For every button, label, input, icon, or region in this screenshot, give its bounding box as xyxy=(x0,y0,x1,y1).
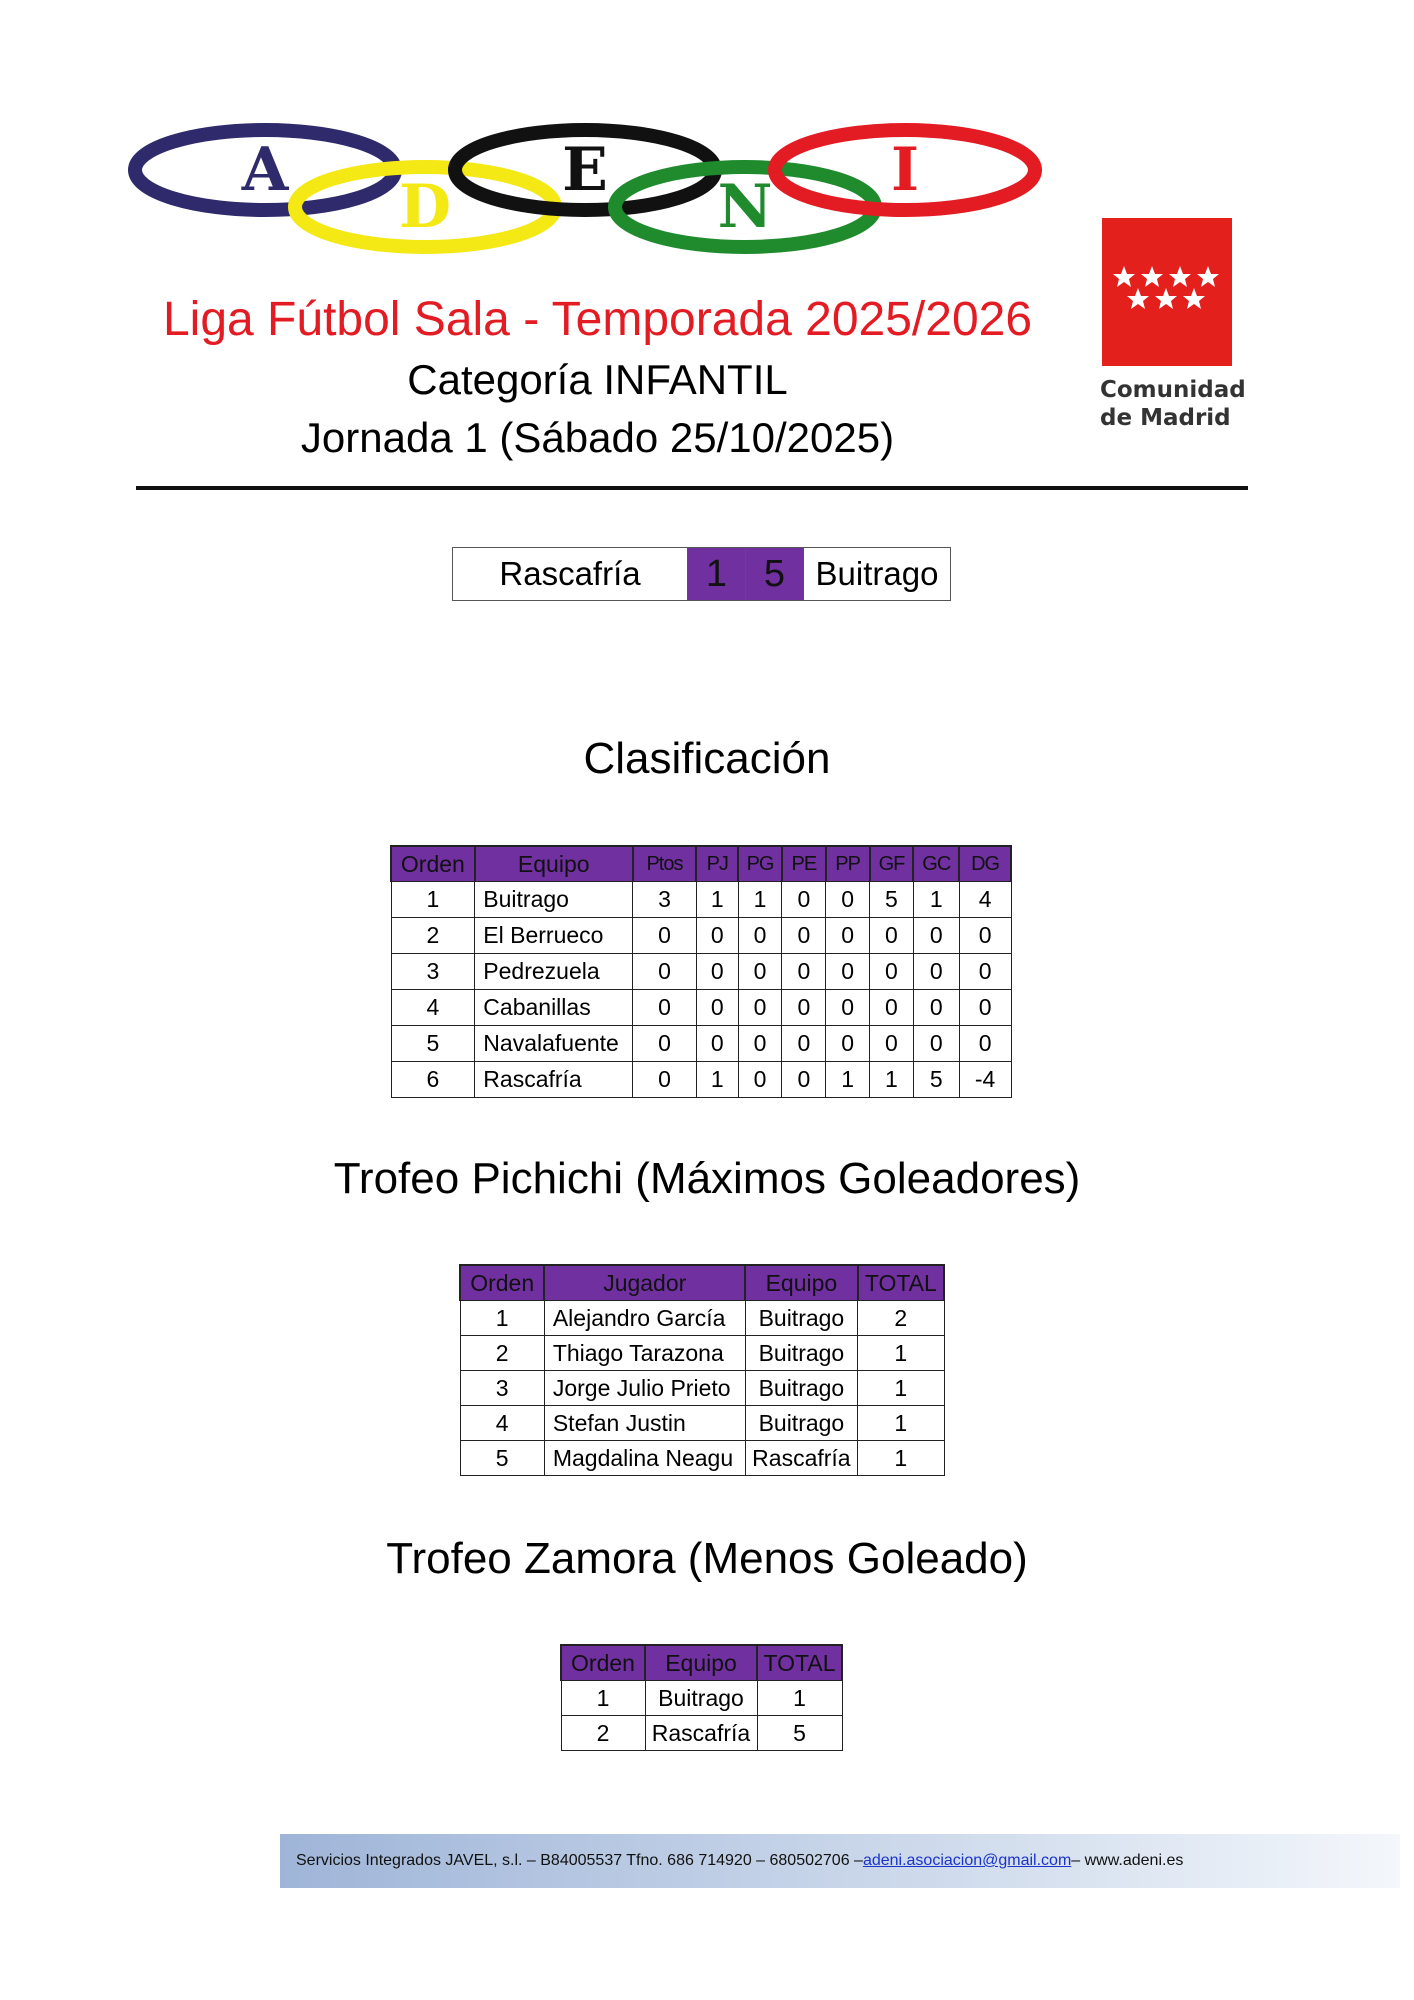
table-cell: 0 xyxy=(870,954,914,990)
table-cell: Alejandro García xyxy=(544,1301,745,1336)
table-cell: 0 xyxy=(633,954,697,990)
table-cell: 0 xyxy=(959,990,1011,1026)
column-header: Equipo xyxy=(745,1265,857,1301)
column-header: Orden xyxy=(561,1645,645,1681)
table-row xyxy=(391,990,1011,1026)
match-result xyxy=(452,547,951,601)
league-title: Liga Fútbol Sala - Temporada 2025/2026 xyxy=(162,293,1033,346)
table-cell: 0 xyxy=(738,918,782,954)
table-cell: Rascafría xyxy=(645,1716,757,1751)
table-cell: 0 xyxy=(782,882,826,918)
table-cell: 0 xyxy=(913,1026,959,1062)
table-cell: 5 xyxy=(757,1716,842,1751)
table-cell: 3 xyxy=(633,882,697,918)
table-cell: 5 xyxy=(913,1062,959,1098)
table-cell: 4 xyxy=(391,990,475,1026)
column-header: Ptos xyxy=(633,846,697,882)
table-cell: 4 xyxy=(460,1406,544,1441)
top-scorers-title: Trofeo Pichichi (Máximos Goleadores) xyxy=(333,1154,1081,1203)
least-conceded-table xyxy=(560,1644,843,1751)
column-header: PE xyxy=(782,846,826,882)
table-cell: 0 xyxy=(782,990,826,1026)
table-cell: 5 xyxy=(460,1441,544,1476)
table-row xyxy=(391,1062,1011,1098)
table-row xyxy=(460,1441,944,1476)
adeni-logo xyxy=(120,115,1060,265)
table-cell: 1 xyxy=(858,1441,944,1476)
table-cell: 2 xyxy=(858,1301,944,1336)
column-header: DG xyxy=(959,846,1011,882)
column-header: GC xyxy=(913,846,959,882)
table-cell: 0 xyxy=(959,1026,1011,1062)
column-header: PP xyxy=(826,846,870,882)
table-cell: Magdalina Neagu xyxy=(544,1441,745,1476)
standings-table xyxy=(390,845,1012,1098)
table-row xyxy=(460,1406,944,1441)
table-cell: 0 xyxy=(738,1062,782,1098)
table-cell: 2 xyxy=(460,1336,544,1371)
table-cell: 5 xyxy=(391,1026,475,1062)
table-row xyxy=(561,1681,842,1716)
table-cell: 0 xyxy=(913,918,959,954)
header-divider xyxy=(136,486,1248,490)
table-cell: Rascafría xyxy=(745,1441,857,1476)
table-cell: Buitrago xyxy=(745,1301,857,1336)
table-cell: 0 xyxy=(959,954,1011,990)
table-cell: 0 xyxy=(696,1026,738,1062)
table-cell: 0 xyxy=(696,990,738,1026)
table-row xyxy=(391,954,1011,990)
table-cell: Buitrago xyxy=(745,1371,857,1406)
table-cell: 5 xyxy=(870,882,914,918)
logo-letter-i: I xyxy=(890,135,920,205)
table-cell: 0 xyxy=(696,954,738,990)
logo-letter-e: E xyxy=(562,135,608,205)
comunidad-madrid-name: Comunidad de Madrid xyxy=(1100,377,1246,431)
table-cell: Rascafría xyxy=(475,1062,633,1098)
table-cell: 1 xyxy=(738,882,782,918)
table-cell: 2 xyxy=(561,1716,645,1751)
category-title: Categoría INFANTIL xyxy=(407,356,788,403)
footer-website: – www.adeni.es xyxy=(1071,1852,1184,1869)
column-header: TOTAL xyxy=(858,1265,944,1301)
table-cell: 1 xyxy=(391,882,475,918)
logo-letter-d: D xyxy=(398,172,452,242)
table-cell: 1 xyxy=(757,1681,842,1716)
table-cell: 0 xyxy=(913,990,959,1026)
table-cell: 0 xyxy=(782,918,826,954)
table-cell: 0 xyxy=(826,1026,870,1062)
table-row xyxy=(391,918,1011,954)
table-cell: Jorge Julio Prieto xyxy=(544,1371,745,1406)
table-cell: 1 xyxy=(696,1062,738,1098)
home-score: 1 xyxy=(687,548,745,600)
table-row xyxy=(460,1301,944,1336)
table-cell: Buitrago xyxy=(645,1681,757,1716)
column-header: Equipo xyxy=(475,846,633,882)
column-header: Jugador xyxy=(544,1265,745,1301)
table-cell: 0 xyxy=(826,990,870,1026)
table-cell: 0 xyxy=(782,1026,826,1062)
table-cell: 1 xyxy=(858,1406,944,1441)
table-cell: Cabanillas xyxy=(475,990,633,1026)
table-row xyxy=(460,1336,944,1371)
table-cell: 1 xyxy=(460,1301,544,1336)
away-score: 5 xyxy=(745,548,803,600)
least-conceded-title: Trofeo Zamora (Menos Goleado) xyxy=(386,1534,1028,1583)
stars-icon xyxy=(1113,266,1219,309)
table-cell: 0 xyxy=(633,1026,697,1062)
column-header: PG xyxy=(738,846,782,882)
table-cell: 3 xyxy=(391,954,475,990)
top-scorers-table xyxy=(459,1264,945,1476)
table-cell: Pedrezuela xyxy=(475,954,633,990)
table-cell: 1 xyxy=(696,882,738,918)
table-cell: 0 xyxy=(870,918,914,954)
table-cell: 0 xyxy=(782,954,826,990)
table-cell: 0 xyxy=(913,954,959,990)
table-cell: Buitrago xyxy=(475,882,633,918)
table-row xyxy=(391,1026,1011,1062)
table-cell: 0 xyxy=(738,1026,782,1062)
table-cell: 0 xyxy=(826,882,870,918)
column-header: GF xyxy=(870,846,914,882)
table-cell: 2 xyxy=(391,918,475,954)
table-cell: 0 xyxy=(826,954,870,990)
logo-letter-n: N xyxy=(717,172,773,242)
table-cell: 0 xyxy=(870,990,914,1026)
column-header: TOTAL xyxy=(757,1645,842,1681)
home-team: Rascafría xyxy=(453,548,687,600)
table-cell: 6 xyxy=(391,1062,475,1098)
table-cell: El Berrueco xyxy=(475,918,633,954)
table-cell: 3 xyxy=(460,1371,544,1406)
table-cell: 0 xyxy=(633,990,697,1026)
footer-email-link[interactable]: adeni.asociacion@gmail.com xyxy=(862,1852,1072,1869)
footer-company: Servicios Integrados JAVEL, s.l. – B84005537 Tfno. 686 714920 – 680502706 – xyxy=(296,1852,863,1869)
table-row xyxy=(460,1371,944,1406)
table-row xyxy=(561,1716,842,1751)
column-header: Equipo xyxy=(645,1645,757,1681)
column-header: Orden xyxy=(460,1265,544,1301)
table-row xyxy=(391,882,1011,918)
away-team: Buitrago xyxy=(803,548,950,600)
table-cell: Stefan Justin xyxy=(544,1406,745,1441)
table-cell: Buitrago xyxy=(745,1406,857,1441)
table-cell: 0 xyxy=(870,1026,914,1062)
table-cell: 1 xyxy=(826,1062,870,1098)
table-cell: Buitrago xyxy=(745,1336,857,1371)
comunidad-madrid-flag xyxy=(1102,218,1232,366)
table-cell: 0 xyxy=(959,918,1011,954)
table-cell: 1 xyxy=(870,1062,914,1098)
table-cell: 0 xyxy=(826,918,870,954)
table-cell: -4 xyxy=(959,1062,1011,1098)
table-cell: 0 xyxy=(633,1062,697,1098)
footer xyxy=(280,1834,1400,1888)
table-cell: 1 xyxy=(858,1336,944,1371)
table-cell: 0 xyxy=(782,1062,826,1098)
table-cell: Thiago Tarazona xyxy=(544,1336,745,1371)
table-cell: 1 xyxy=(913,882,959,918)
matchday-title: Jornada 1 (Sábado 25/10/2025) xyxy=(300,414,895,461)
column-header: PJ xyxy=(696,846,738,882)
standings-title: Clasificación xyxy=(583,734,831,783)
table-cell: 0 xyxy=(738,990,782,1026)
logo-letter-a: A xyxy=(241,135,289,205)
table-cell: 4 xyxy=(959,882,1011,918)
table-cell: 0 xyxy=(633,918,697,954)
table-cell: 1 xyxy=(858,1371,944,1406)
table-cell: 0 xyxy=(696,918,738,954)
table-cell: 1 xyxy=(561,1681,645,1716)
column-header: Orden xyxy=(391,846,475,882)
table-cell: Navalafuente xyxy=(475,1026,633,1062)
table-cell: 0 xyxy=(738,954,782,990)
